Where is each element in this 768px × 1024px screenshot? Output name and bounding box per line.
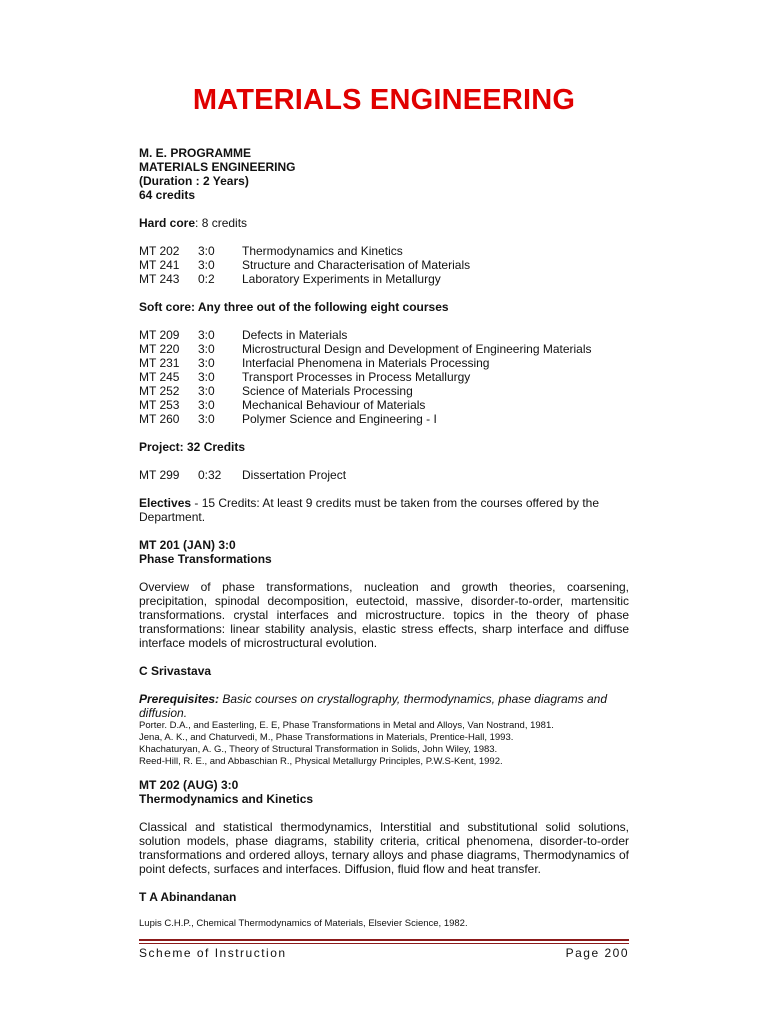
course-credits: 3:0: [198, 244, 215, 258]
course-credits: 3:0: [198, 370, 215, 384]
course-code: MT 241: [139, 258, 180, 272]
prerequisites-label: Prerequisites:: [139, 692, 220, 706]
course-name: Interfacial Phenomena in Materials Processing: [242, 356, 490, 370]
course-code: MT 231: [139, 356, 180, 370]
reference: Khachaturyan, A. G., Theory of Structural Transformation in Solids, John Wiley, 1983.: [139, 744, 498, 755]
footer-page-number: Page 200: [565, 946, 629, 960]
course-credits: 3:0: [198, 258, 215, 272]
course-row: [139, 356, 629, 370]
course-name: Transport Processes in Process Metallurgy: [242, 370, 471, 384]
course-name: Thermodynamics and Kinetics: [242, 244, 403, 258]
hard-core-heading: [139, 216, 629, 230]
course-row: [139, 384, 629, 398]
electives-label: Electives: [139, 496, 192, 510]
course-row: [139, 244, 629, 258]
course-name: Polymer Science and Engineering - I: [242, 412, 437, 426]
programme-line-3: (Duration : 2 Years): [139, 174, 249, 188]
course-credits: 3:0: [198, 384, 215, 398]
course-code: MT 243: [139, 272, 180, 286]
course-row: [139, 272, 629, 286]
prerequisites: [139, 692, 629, 720]
course-description: Overview of phase transformations, nucleation and growth theories, coarsening, precipitation, spinodal decomposition, eutectoid, massive, disorder-to-order, martensitic transformations. crystal interfaces and microstructure. topics in the theory of phase transformations: linear stability analysis, elastic stress effects, sharp interface and diffuse interface models of microstructural evolution.: [139, 580, 629, 650]
course-code: MT 253: [139, 398, 180, 412]
prerequisites-text: Basic courses on crystallography, thermodynamics, phase diagrams and diffusion.: [139, 692, 608, 720]
course-name: Structure and Characterisation of Materials: [242, 258, 471, 272]
course-credits: 0:2: [198, 272, 215, 286]
course-code: MT 209: [139, 328, 180, 342]
course-heading: MT 202 (AUG) 3:0: [139, 778, 239, 792]
course-credits: 3:0: [198, 342, 215, 356]
course-row: [139, 342, 629, 356]
course-heading: MT 201 (JAN) 3:0: [139, 538, 236, 552]
course-code: MT 245: [139, 370, 180, 384]
course-credits: 3:0: [198, 356, 215, 370]
course-row: [139, 412, 629, 426]
course-code: MT 202: [139, 244, 180, 258]
course-credits: 0:32: [198, 468, 222, 482]
reference: Reed-Hill, R. E., and Abbaschian R., Physical Metallurgy Principles, P.W.S-Kent, 1992.: [139, 756, 503, 767]
course-code: MT 299: [139, 468, 180, 482]
page-title: MATERIALS ENGINEERING: [192, 84, 576, 116]
course-row: [139, 468, 629, 482]
course-credits: 3:0: [198, 398, 215, 412]
soft-core-heading: Soft core: Any three out of the following eight courses: [139, 300, 449, 314]
course-name: Dissertation Project: [242, 468, 347, 482]
programme-line-1: M. E. PROGRAMME: [139, 146, 252, 160]
course-row: [139, 258, 629, 272]
footer-divider: [139, 939, 629, 944]
course-name: Laboratory Experiments in Metallurgy: [242, 272, 441, 286]
course-subheading: Phase Transformations: [139, 552, 272, 566]
course-row: [139, 398, 629, 412]
course-credits: 3:0: [198, 412, 215, 426]
course-name: Microstructural Design and Development of Engineering Materials: [242, 342, 592, 356]
course-name: Defects in Materials: [242, 328, 348, 342]
course-name: Mechanical Behaviour of Materials: [242, 398, 426, 412]
programme-line-4: 64 credits: [139, 188, 196, 202]
course-description: Classical and statistical thermodynamics, Interstitial and substitutional solid solutions, solution models, phase diagrams, stability criteria, critical phenomena, disorder-to-order transformations and ordered alloys, ternary alloys and phase diagrams, Thermodynamics of point defects, surfaces and interfaces. Diffusion, fluid flow and heat transfer.: [139, 820, 629, 876]
footer-left: Scheme of Instruction: [139, 946, 287, 960]
instructor-name: C Srivastava: [139, 664, 212, 678]
reference: Jena, A. K., and Chaturvedi, M., Phase Transformations in Materials, Prentice-Hall, 1993.: [139, 732, 514, 743]
course-row: [139, 370, 629, 384]
course-name: Science of Materials Processing: [242, 384, 413, 398]
course-code: MT 260: [139, 412, 180, 426]
electives-text: - 15 Credits: At least 9 credits must be taken from the courses offered by the Department.: [139, 496, 600, 524]
course-credits: 3:0: [198, 328, 215, 342]
instructor-name: T A Abinandanan: [139, 890, 237, 904]
course-subheading: Thermodynamics and Kinetics: [139, 792, 314, 806]
reference: Porter. D.A., and Easterling, E. E, Phase Transformations in Metal and Alloys, Van Nostrand, 1981.: [139, 720, 554, 731]
page-footer: [139, 946, 629, 960]
course-row: [139, 328, 629, 342]
hard-core-value: : 8 credits: [195, 216, 248, 230]
course-code: MT 252: [139, 384, 180, 398]
course-code: MT 220: [139, 342, 180, 356]
content: [139, 146, 629, 930]
hard-core-label: Hard core: [139, 216, 196, 230]
project-heading: Project: 32 Credits: [139, 440, 246, 454]
programme-line-2: MATERIALS ENGINEERING: [139, 160, 296, 174]
electives-paragraph: [139, 496, 629, 524]
reference: Lupis C.H.P., Chemical Thermodynamics of Materials, Elsevier Science, 1982.: [139, 918, 468, 929]
